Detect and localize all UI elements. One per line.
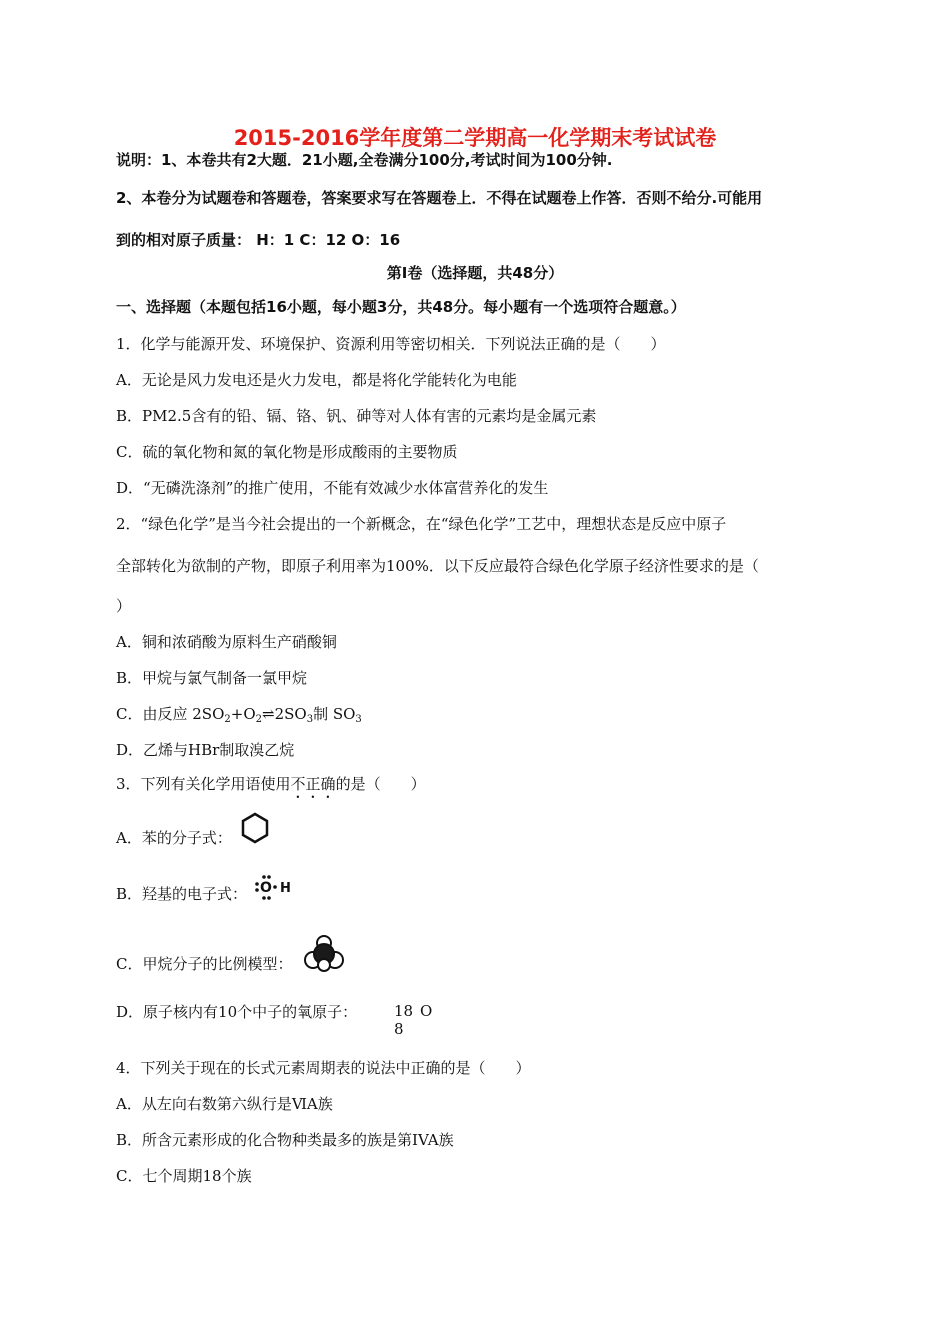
q1-option-b: B．PM2.5含有的铅、镉、铬、钒、砷等对人体有害的元素均是金属元素 (116, 407, 597, 425)
q3-stem-pre: 3．下列有关化学用语使用 (116, 775, 291, 793)
isotope-symbol: O (420, 1002, 433, 1020)
q4-option-c: C．七个周期18个族 (116, 1167, 252, 1185)
oh-hydrogen-label: H (280, 881, 291, 896)
q2-option-c (116, 704, 362, 724)
q2-stem-line-3: ） (116, 597, 132, 615)
q1-option-c: C．硫的氧化物和氮的氧化物是形成酸雨的主要物质 (116, 443, 458, 461)
q4-option-a: A．从左向右数第六纵行是ⅥA族 (116, 1095, 333, 1113)
section-heading: 第Ⅰ卷（选择题，共48分） (386, 264, 564, 282)
q3-stem-post: 的是（ ） (335, 775, 426, 793)
q2-c-text-4: 制 SO (313, 705, 356, 723)
note-2: 2、本卷分为试题卷和答题卷，答案要求写在答题卷上．不得在试题卷上作答．否则不给分.可能用 (116, 189, 763, 207)
q4-stem: 4．下列关于现在的长式元素周期表的说法中正确的是（ ） (116, 1059, 531, 1077)
q2-stem-line-2: 全部转化为欲制的产物，即原子利用率为100%．以下反应最符合绿色化学原子经济性要求的是（ (116, 557, 759, 575)
q2-c-sub-2: 2 (255, 714, 262, 725)
methane-space-filling-model-icon (302, 934, 346, 972)
q2-c-sub-1: 2 (224, 714, 231, 725)
q2-option-a: A．铜和浓硝酸为原料生产硝酸铜 (116, 633, 337, 651)
q2-option-b: B．甲烷与氯气制备一氯甲烷 (116, 669, 308, 687)
q2-option-d: D．乙烯与HBr制取溴乙烷 (116, 741, 295, 759)
q2-stem-line-1: 2．“绿色化学”是当今社会提出的一个新概念，在“绿色化学”工艺中，理想状态是反应中原子 (116, 515, 727, 533)
q4-option-b: B．所含元素形成的化合物种类最多的族是第IVA族 (116, 1131, 454, 1149)
hydroxyl-electron-formula-icon (254, 874, 296, 904)
q1-stem: 1．化学与能源开发、环境保护、资源利用等密切相关．下列说法正确的是（ ） (116, 335, 666, 353)
q2-c-text-3: ⇌2SO (262, 705, 307, 723)
note-3: 到的相对原子质量： H：1 C：12 O：16 (116, 231, 401, 249)
benzene-ring-icon (240, 812, 270, 844)
exam-title: 2015-2016学年度第二学期高一化学期末考试试卷 (233, 126, 717, 150)
q3-option-a: A．苯的分子式： (116, 829, 232, 847)
q1-option-a: A．无论是风力发电还是火力发电，都是将化学能转化为电能 (116, 371, 517, 389)
q1-option-d: D．“无磷洗涤剂”的推广使用，不能有效减少水体富营养化的发生 (116, 479, 549, 497)
q3-stem (116, 774, 426, 802)
section-instruction: 一、选择题（本题包括16小题，每小题3分，共48分。每小题有一个选项符合题意。） (116, 298, 686, 316)
q2-c-sub-3: 3 (306, 714, 314, 725)
note-1: 说明：1、本卷共有2大题．21小题,全卷满分100分,考试时间为100分钟. (116, 151, 613, 169)
q3-stem-emphasis: 不正确 (290, 775, 336, 793)
isotope-atomic-number: 8 (394, 1020, 404, 1038)
oh-oxygen-label: O (260, 880, 272, 896)
q2-c-text-2: +O (230, 705, 256, 723)
q3-option-d: D．原子核内有10个中子的氧原子： (116, 1003, 358, 1021)
isotope-mass-number: 18 (394, 1002, 414, 1020)
q2-c-text-1: C．由反应 2SO (116, 705, 225, 723)
q2-c-sub-4: 3 (355, 714, 362, 725)
q3-option-c: C．甲烷分子的比例模型： (116, 955, 293, 973)
q3-option-b: B．羟基的电子式： (116, 885, 248, 903)
